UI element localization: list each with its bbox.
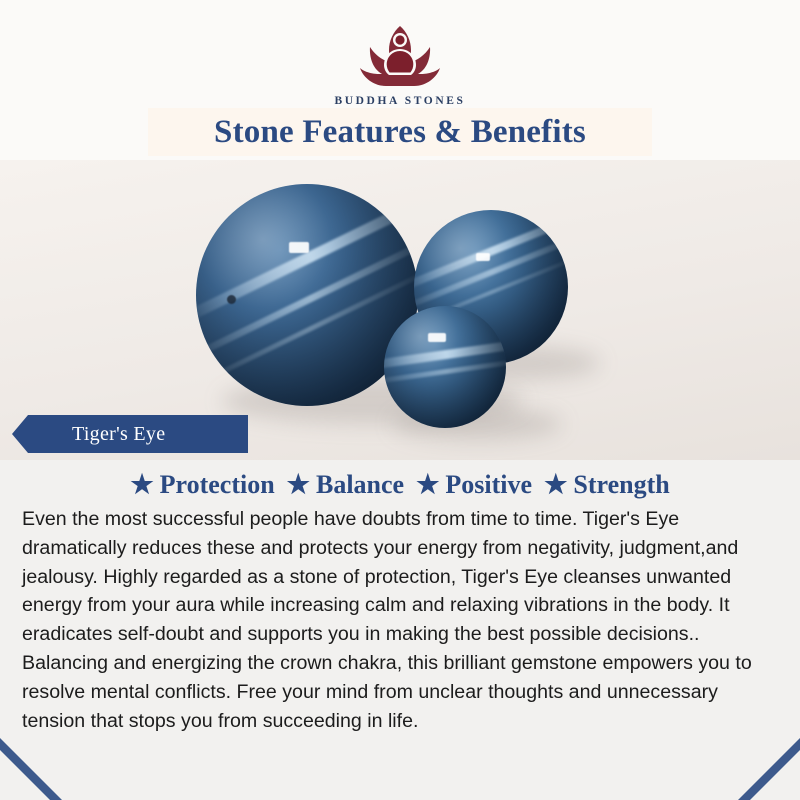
star-icon: ★: [544, 470, 568, 499]
header-band: [0, 0, 800, 160]
title-banner: [148, 108, 652, 156]
corner-decoration-bottom-left-inner: [0, 750, 50, 800]
stone-name-tab: [28, 415, 248, 453]
brand-name: BUDDHA STONES: [334, 95, 466, 107]
star-icon: ★: [286, 470, 310, 499]
keyword-label: Balance: [315, 470, 405, 499]
keyword-item: [126, 470, 278, 500]
keyword-label: Protection: [159, 470, 275, 499]
keyword-label: Strength: [573, 470, 670, 499]
brand-logo: [0, 14, 800, 107]
keyword-item: [283, 470, 408, 500]
star-icon: ★: [130, 470, 154, 499]
lotus-meditation-icon: [0, 14, 800, 93]
small-tigers-eye-sphere: [384, 306, 506, 428]
stone-name-label: Tiger's Eye: [72, 422, 166, 445]
keyword-label: Positive: [445, 470, 533, 499]
page-title: Stone Features & Benefits: [214, 113, 586, 150]
corner-decoration-bottom-right-inner: [750, 750, 800, 800]
keyword-item: [412, 470, 536, 500]
star-icon: ★: [416, 470, 440, 499]
description-text: Even the most successful people have doubts from time to time. Tiger's Eye dramatically reduces these and protects your energy from negativity, judgment,and jealousy. Highly regarded as a stone of protection, Tiger's Eye cleanses unwanted energy from your aura while increasing calm and relaxing vibrations in the body. It eradicates self-doubt and supports you in making the best possible decisions.. Balancing and energizing the crown chakra, this brilliant gemstone empowers you to resolve mental conflicts. Free your mind from unclear thoughts and unnecessary tension that stops you from succeeding in life.: [22, 508, 752, 732]
keyword-item: [540, 470, 674, 500]
benefit-keywords: [0, 462, 800, 508]
